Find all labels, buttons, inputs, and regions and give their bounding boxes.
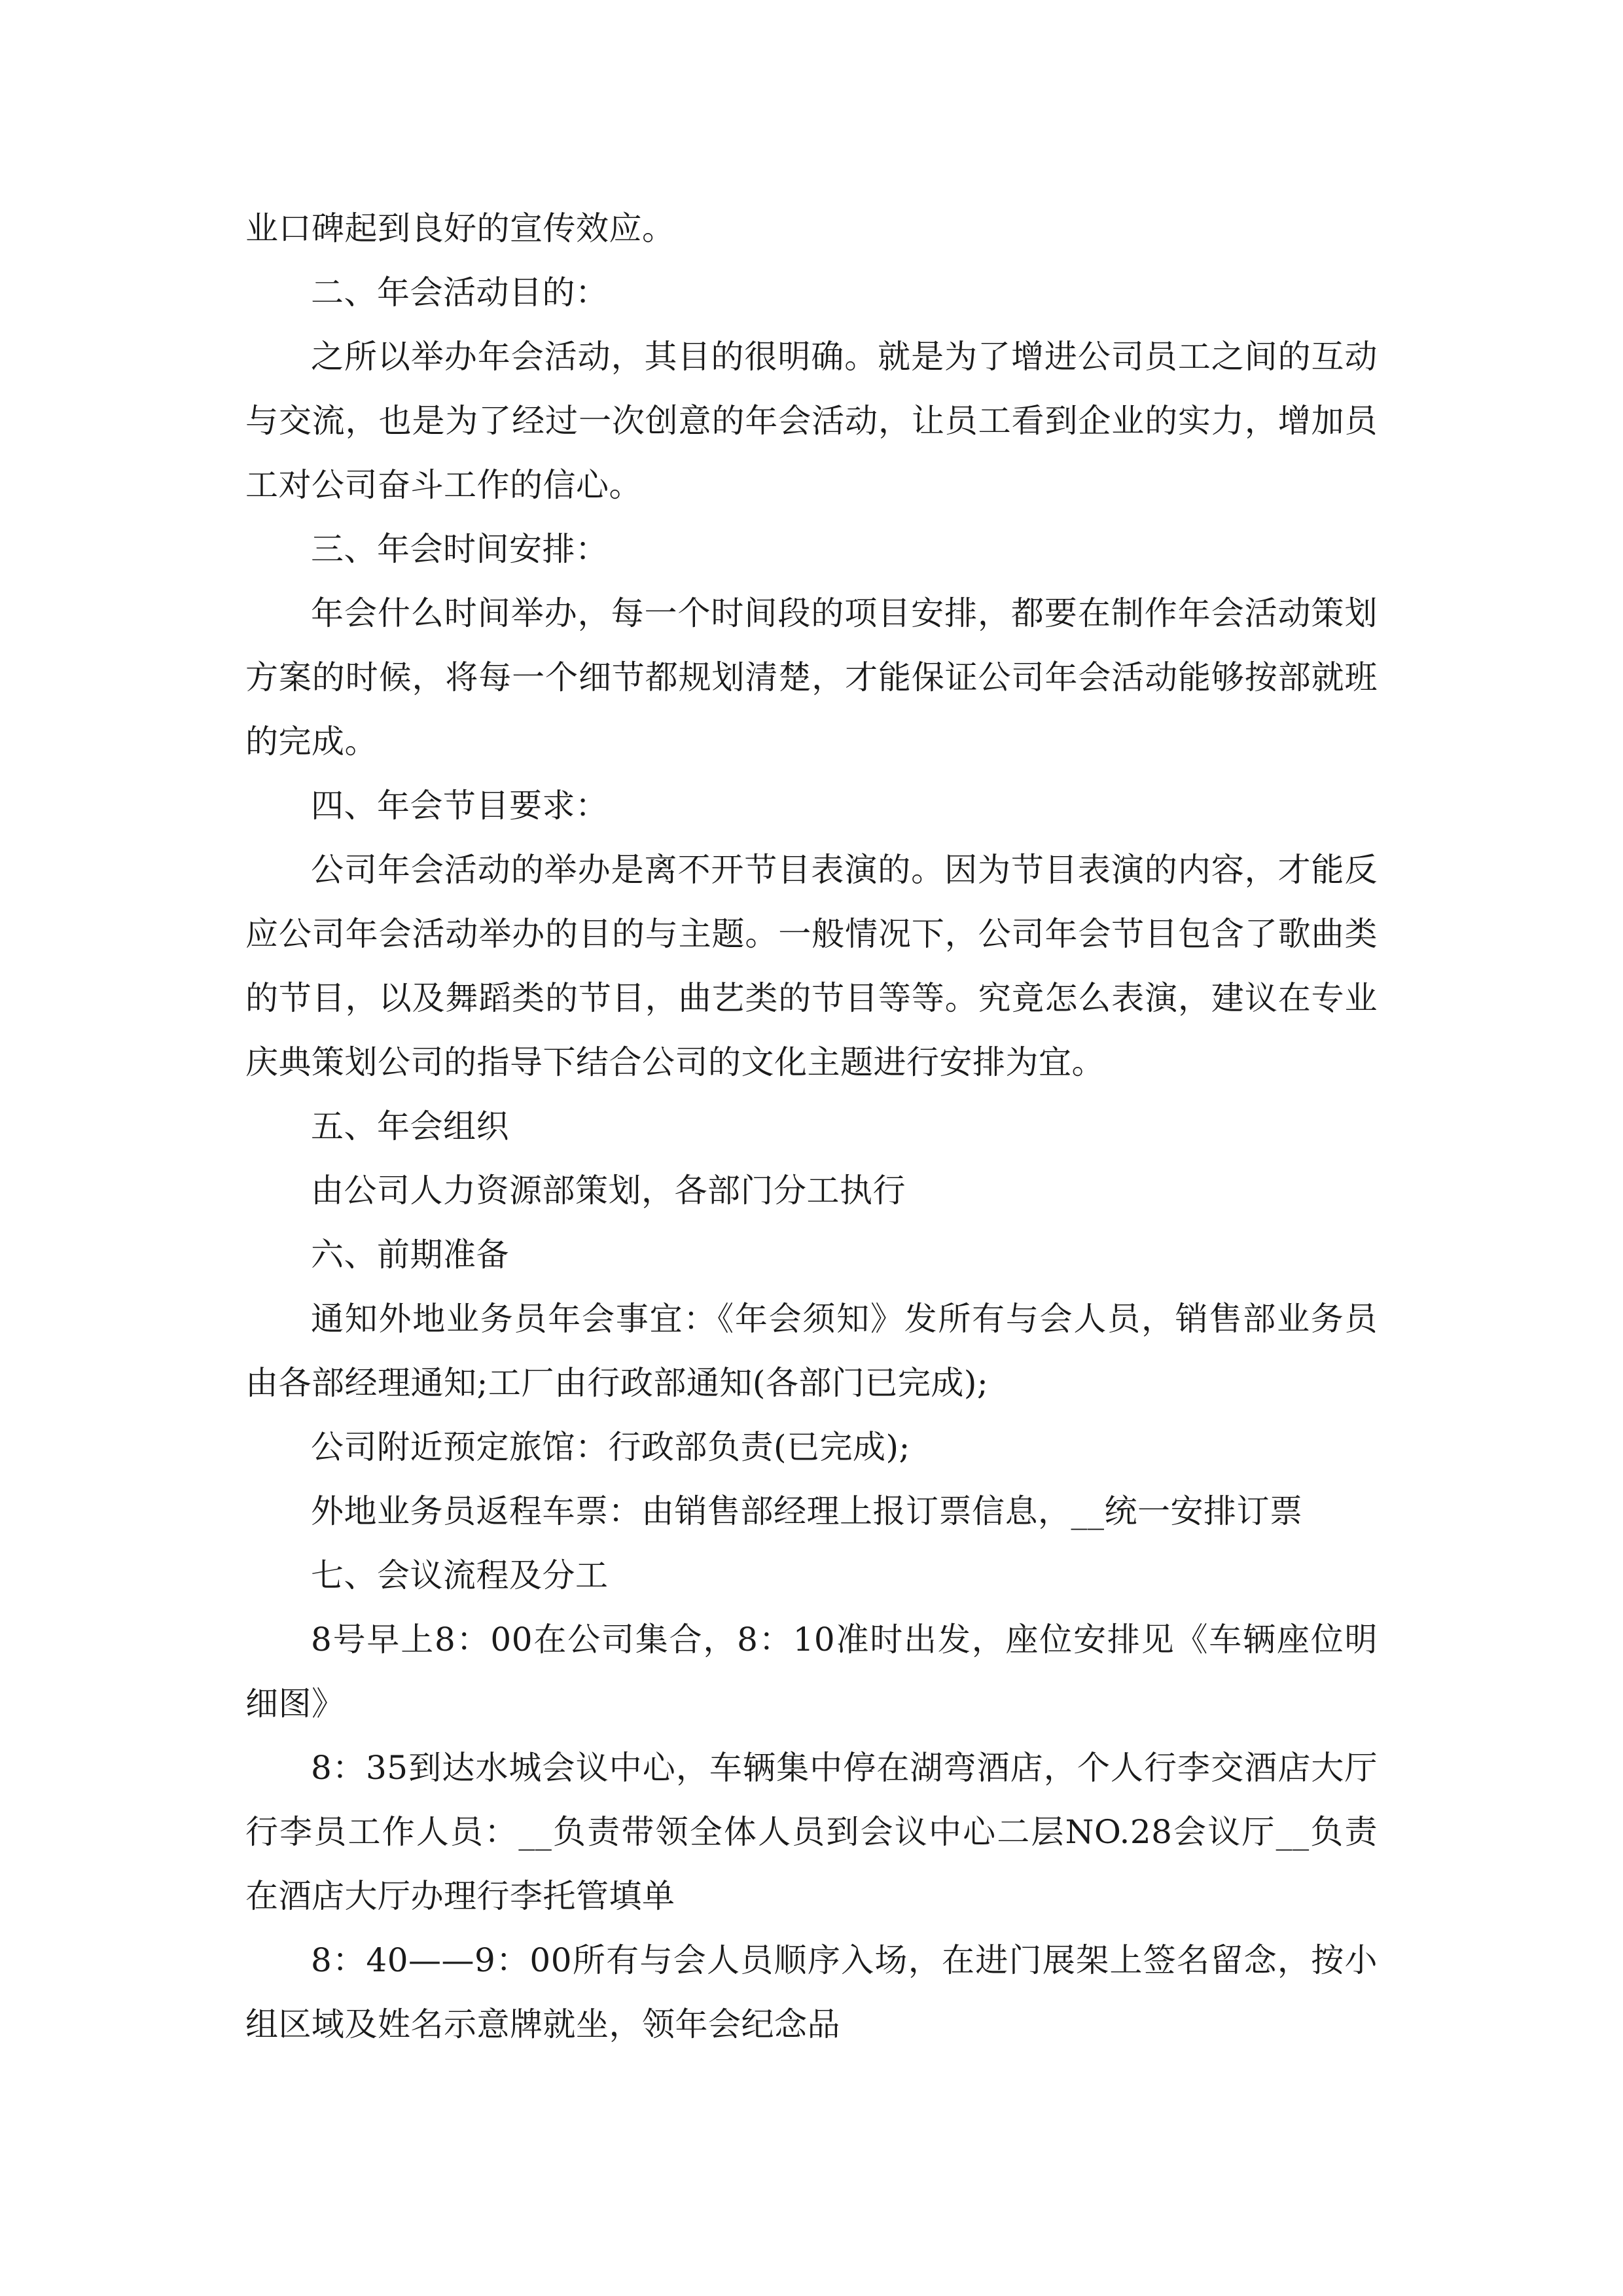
paragraph-process-entry: 8：40——9：00所有与会人员顺序入场，在进门展架上签名留念，按小组区域及姓名示意牌就坐，领年会纪念品 (245, 1941, 1378, 2043)
paragraph-preparation-tickets: 外地业务员返程车票：由销售部经理上报订票信息，__统一安排订票 (311, 1492, 1303, 1530)
paragraph-continuation: 业口碑起到良好的宣传效应。 (245, 209, 675, 247)
section-heading-organization: 五、年会组织 (311, 1107, 509, 1145)
paragraph-purpose: 之所以举办年会活动，其目的很明确。就是为了增进公司员工之间的互动与交流，也是为了经过一次创意的年会活动，让员工看到企业的实力，增加员工对公司奋斗工作的信心。 (245, 338, 1378, 504)
document-body (245, 196, 1378, 2056)
paragraph-schedule: 年会什么时间举办，每一个时间段的项目安排，都要在制作年会活动策划方案的时候，将每一个细节都规划清楚，才能保证公司年会活动能够按部就班的完成。 (245, 594, 1378, 761)
section-heading-program: 四、年会节目要求： (311, 787, 609, 825)
paragraph-process-arrival: 8：35到达水城会议中心，车辆集中停在湖弯酒店，个人行李交酒店大厅行李员工作人员：__负责带领全体人员到会议中心二层NO.28会议厅__负责在酒店大厅办理行李托管填单 (245, 1749, 1378, 1915)
paragraph-preparation-hotel: 公司附近预定旅馆：行政部负责(已完成); (311, 1428, 910, 1466)
paragraph-organization: 由公司人力资源部策划，各部门分工执行 (311, 1172, 906, 1210)
section-heading-schedule: 三、年会时间安排： (311, 530, 609, 568)
section-heading-preparation: 六、前期准备 (311, 1236, 509, 1274)
section-heading-purpose: 二、年会活动目的： (311, 274, 609, 312)
paragraph-process-gather: 8号早上8：00在公司集合，8：10准时出发，座位安排见《车辆座位明细图》 (245, 1621, 1378, 1723)
paragraph-preparation-notice: 通知外地业务员年会事宜：《年会须知》发所有与会人员，销售部业务员由各部经理通知;工厂由行政部通知(各部门已完成); (245, 1300, 1378, 1402)
paragraph-program: 公司年会活动的举办是离不开节目表演的。因为节目表演的内容，才能反应公司年会活动举办的目的与主题。一般情况下，公司年会节目包含了歌曲类的节目，以及舞蹈类的节目，曲艺类的节目等等。究竟怎么表演，建议在专业庆典策划公司的指导下结合公司的文化主题进行安排为宜。 (245, 851, 1378, 1081)
section-heading-process: 七、会议流程及分工 (311, 1556, 609, 1594)
